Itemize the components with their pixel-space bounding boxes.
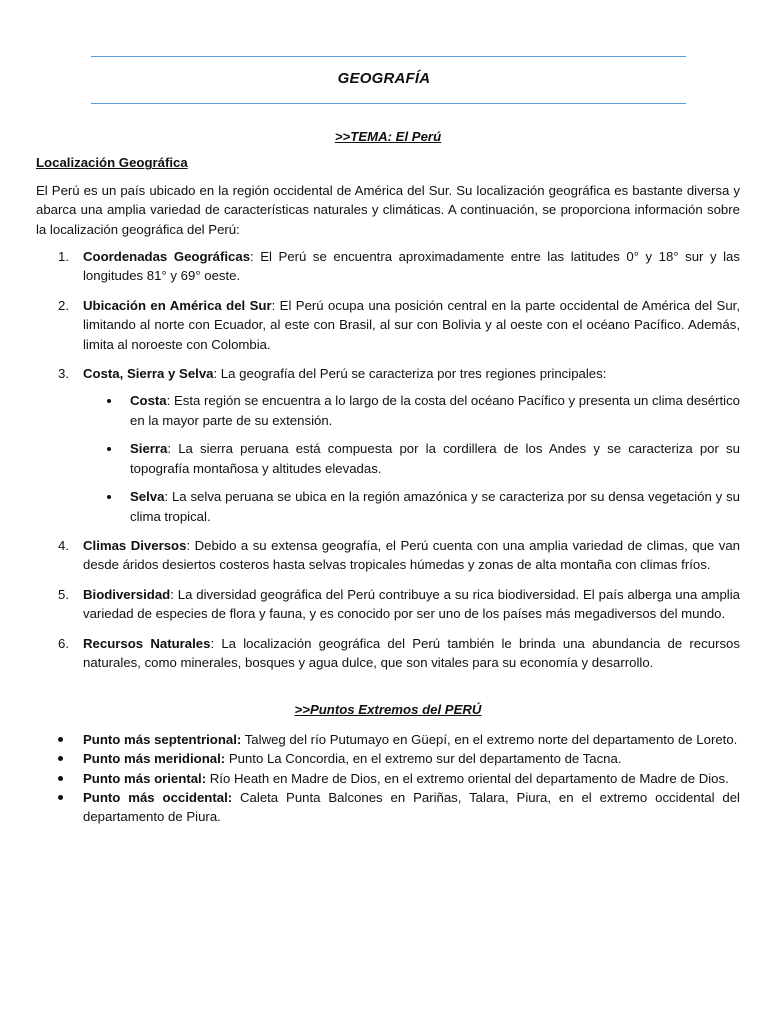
extremo-text: Talweg del río Putumayo en Güepí, en el extremo norte del departamento de Loreto. bbox=[241, 731, 738, 747]
section-heading: Localización Geográfica bbox=[36, 155, 188, 171]
list-number: 2. bbox=[58, 297, 69, 313]
region-text: : Esta región se encuentra a lo largo de la costa del océano Pacífico y presenta un clima desértico en la mayor parte de su extensión. bbox=[130, 393, 740, 428]
extremo-item bbox=[36, 730, 740, 749]
list-item bbox=[36, 364, 740, 526]
extremo-text: Caleta Punta Balcones en Pariñas, Talara, Piura, en el extremo occidental del departamento de Piura. bbox=[83, 789, 740, 825]
list-number: 5. bbox=[58, 586, 69, 602]
bullet-icon bbox=[58, 776, 63, 781]
list-item bbox=[36, 536, 740, 575]
list-item bbox=[36, 247, 740, 286]
extremo-item bbox=[36, 749, 740, 768]
extremos-heading: >>Puntos Extremos del PERÚ bbox=[294, 702, 482, 718]
item-text: : La geografía del Perú se caracteriza por tres regiones principales: bbox=[213, 366, 607, 382]
list-item bbox=[36, 585, 740, 624]
region-term: Selva bbox=[130, 489, 165, 505]
item-text: : El Perú se encuentra aproximadamente entre las latitudes 0° y 18° sur y las longitudes 81° y 69° oeste. bbox=[83, 249, 740, 284]
extremo-item bbox=[36, 788, 740, 827]
bullet-icon bbox=[107, 495, 111, 499]
page-title: GEOGRAFÍA bbox=[337, 70, 431, 87]
extremo-item bbox=[36, 769, 740, 788]
extremo-text: Punto La Concordia, en el extremo sur del departamento de Tacna. bbox=[225, 751, 622, 767]
region-list bbox=[83, 391, 740, 525]
region-item bbox=[83, 391, 740, 430]
intro-paragraph: El Perú es un país ubicado en la región occidental de América del Sur. Su localización geográfica es bastante diversa y abarca una amplia variedad de características naturales y climáticas. A continuación, se proporciona información sobre la localización geográfica del Perú: bbox=[36, 182, 740, 237]
extremo-term: Punto más occidental: bbox=[83, 789, 233, 805]
list-item bbox=[36, 634, 740, 673]
numbered-list bbox=[36, 247, 740, 672]
region-text: : La sierra peruana está compuesta por la cordillera de los Andes y se caracteriza por su topografía montañosa y altitudes elevadas. bbox=[130, 441, 740, 476]
region-text: : La selva peruana se ubica en la región amazónica y se caracteriza por su densa vegetación y su clima tropical. bbox=[130, 489, 740, 524]
list-number: 3. bbox=[58, 366, 69, 382]
item-text: : Debido a su extensa geografía, el Perú cuenta con una amplia variedad de climas, que van desde áridos desiertos costeros hasta selvas tropicales húmedas y zonas de alta montaña con climas fríos. bbox=[83, 537, 740, 573]
document-body bbox=[36, 127, 740, 827]
item-term: Ubicación en América del Sur bbox=[83, 297, 272, 313]
item-text: : La diversidad geográfica del Perú contribuye a su rica biodiversidad. El país alberga una amplia variedad de especies de flora y fauna, y es conocido por ser uno de los países más megadiversos del mundo. bbox=[83, 586, 740, 622]
region-term: Costa bbox=[130, 393, 167, 409]
item-term: Costa, Sierra y Selva bbox=[83, 366, 214, 382]
bullet-icon bbox=[58, 737, 63, 742]
item-term: Recursos Naturales bbox=[83, 635, 211, 651]
extremo-term: Punto más septentrional: bbox=[83, 731, 242, 747]
extremo-term: Punto más oriental: bbox=[83, 770, 207, 786]
list-number: 6. bbox=[58, 635, 69, 651]
bullet-icon bbox=[58, 756, 63, 761]
region-term: Sierra bbox=[130, 441, 168, 457]
item-term: Coordenadas Geográficas bbox=[83, 249, 251, 265]
header-rule-top bbox=[91, 56, 686, 57]
bullet-icon bbox=[107, 399, 111, 403]
tema-heading: >>TEMA: El Perú bbox=[334, 129, 442, 144]
list-number: 1. bbox=[58, 249, 69, 265]
extremo-term: Punto más meridional: bbox=[83, 751, 226, 767]
extremos-list bbox=[36, 730, 740, 827]
list-item bbox=[36, 296, 740, 354]
list-number: 4. bbox=[58, 537, 69, 553]
item-text: : La localización geográfica del Perú también le brinda una abundancia de recursos naturales, como minerales, bosques y agua dulce, que son vitales para su economía y desarrollo. bbox=[83, 635, 740, 670]
region-item bbox=[83, 487, 740, 526]
item-term: Climas Diversos bbox=[83, 537, 187, 553]
item-text: : El Perú ocupa una posición central en la parte occidental de América del Sur, limitando al norte con Ecuador, al este con Brasil, al sur con Bolivia y al oeste con el océano Pacífico. Además, limita al noroeste con Colombia. bbox=[83, 297, 740, 352]
bullet-icon bbox=[58, 795, 63, 800]
header-rule-bottom bbox=[91, 103, 686, 104]
item-term: Biodiversidad bbox=[83, 586, 171, 602]
extremo-text: Río Heath en Madre de Dios, en el extremo oriental del departamento de Madre de Dios. bbox=[206, 770, 729, 786]
region-item bbox=[83, 439, 740, 478]
bullet-icon bbox=[107, 447, 111, 451]
